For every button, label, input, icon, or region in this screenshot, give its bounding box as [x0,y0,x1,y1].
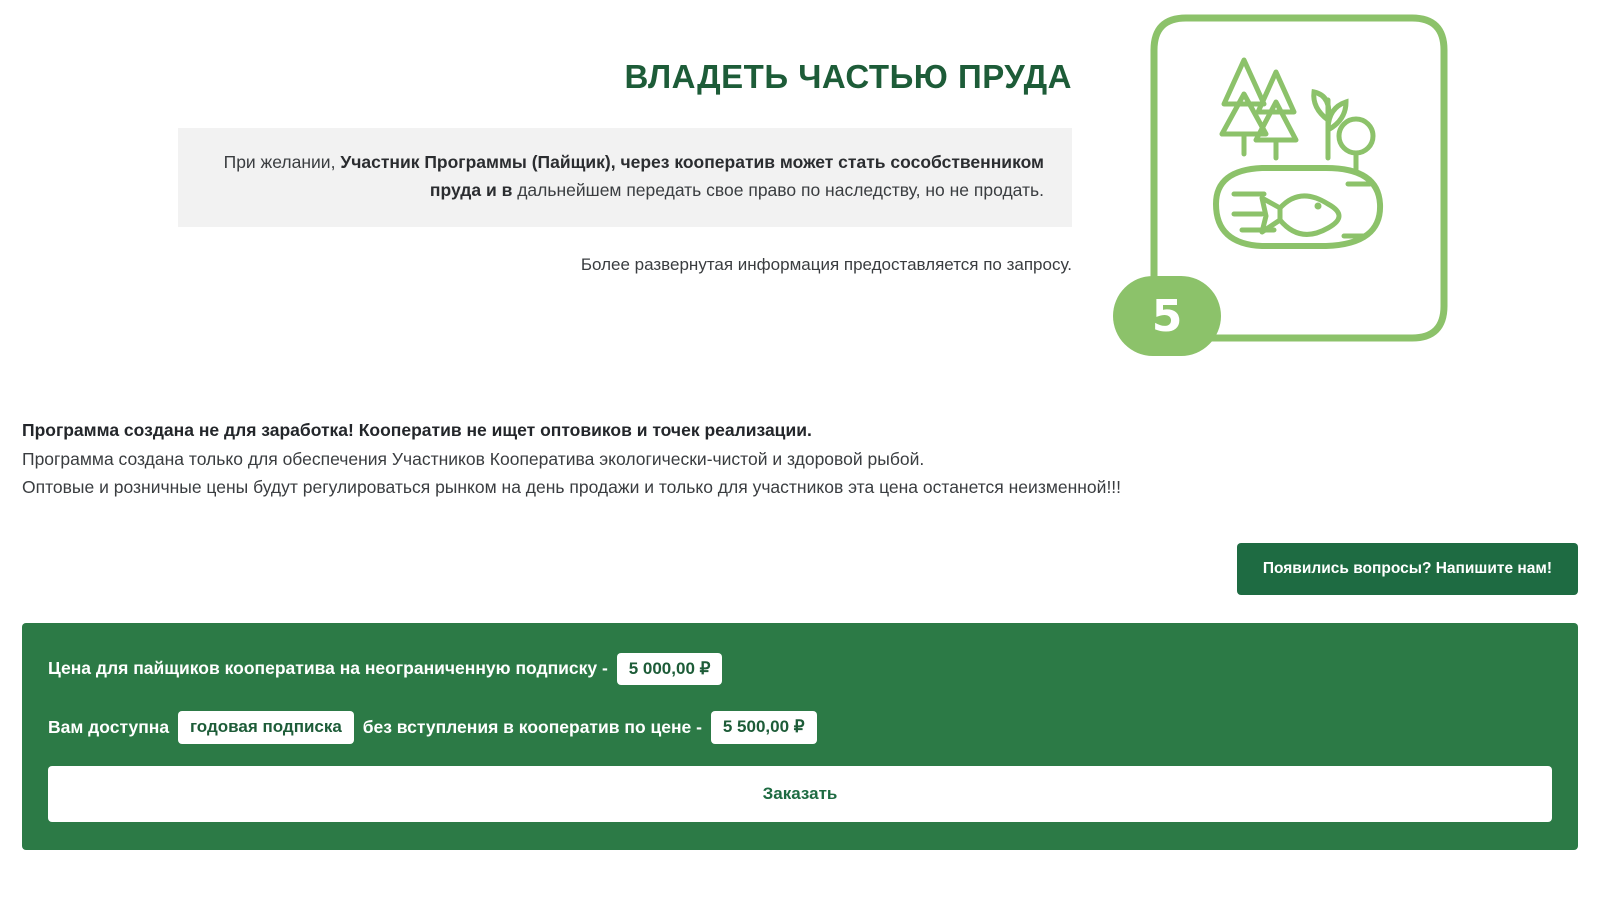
program-description-line-3: Оптовые и розничные цены будут регулироваться рынком на день продажи и только для участников эта цена останется неизменной!!! [22,477,1122,498]
contact-us-button[interactable]: Появились вопросы? Напишите нам! [1237,543,1578,595]
callout-text-part2: дальнейшем передать свое право по наследству, но не продать. [512,180,1044,201]
price-row-unlimited-label: Цена для пайщиков кооператива на неограниченную подписку - [48,658,613,679]
price-chip-unlimited: 5 000,00 ₽ [617,653,723,686]
program-description-line-1: Программа создана не для заработка! Кооператив не ищет оптовиков и точек реализации. [22,420,812,440]
price-chip-annual: 5 500,00 ₽ [711,711,817,744]
price-row-annual-middle: без вступления в кооператив по цене - [357,717,707,738]
hero-callout [178,128,1072,227]
price-row-unlimited [48,653,1552,686]
hero-section [0,0,1600,390]
step-number-badge: 5 [1113,276,1221,356]
hero-text-block [0,0,1090,275]
page-title: ВЛАДЕТЬ ЧАСТЬЮ ПРУДА [624,58,1072,95]
program-description [0,418,1600,501]
subscription-type-chip: годовая подписка [178,711,354,744]
order-button[interactable]: Заказать [48,766,1552,822]
pricing-panel [22,623,1578,850]
callout-text-bold: Участник Программы (Пайщик), через кооператив может стать сособственником пруда и в [340,152,1044,201]
hero-note: Более развернутая информация предоставляется по запросу. [580,254,1072,274]
program-description-line-2: Программа создана только для обеспечения Участников Кооператива экологически-чистой и здоровой рыбой. [22,448,925,469]
contact-cta-row [0,543,1600,595]
callout-text-part1: При желании, [223,152,341,172]
price-row-annual [48,711,1552,744]
pond-forest-fish-illustration [1112,8,1472,368]
price-row-annual-prefix: Вам доступна [48,717,174,738]
